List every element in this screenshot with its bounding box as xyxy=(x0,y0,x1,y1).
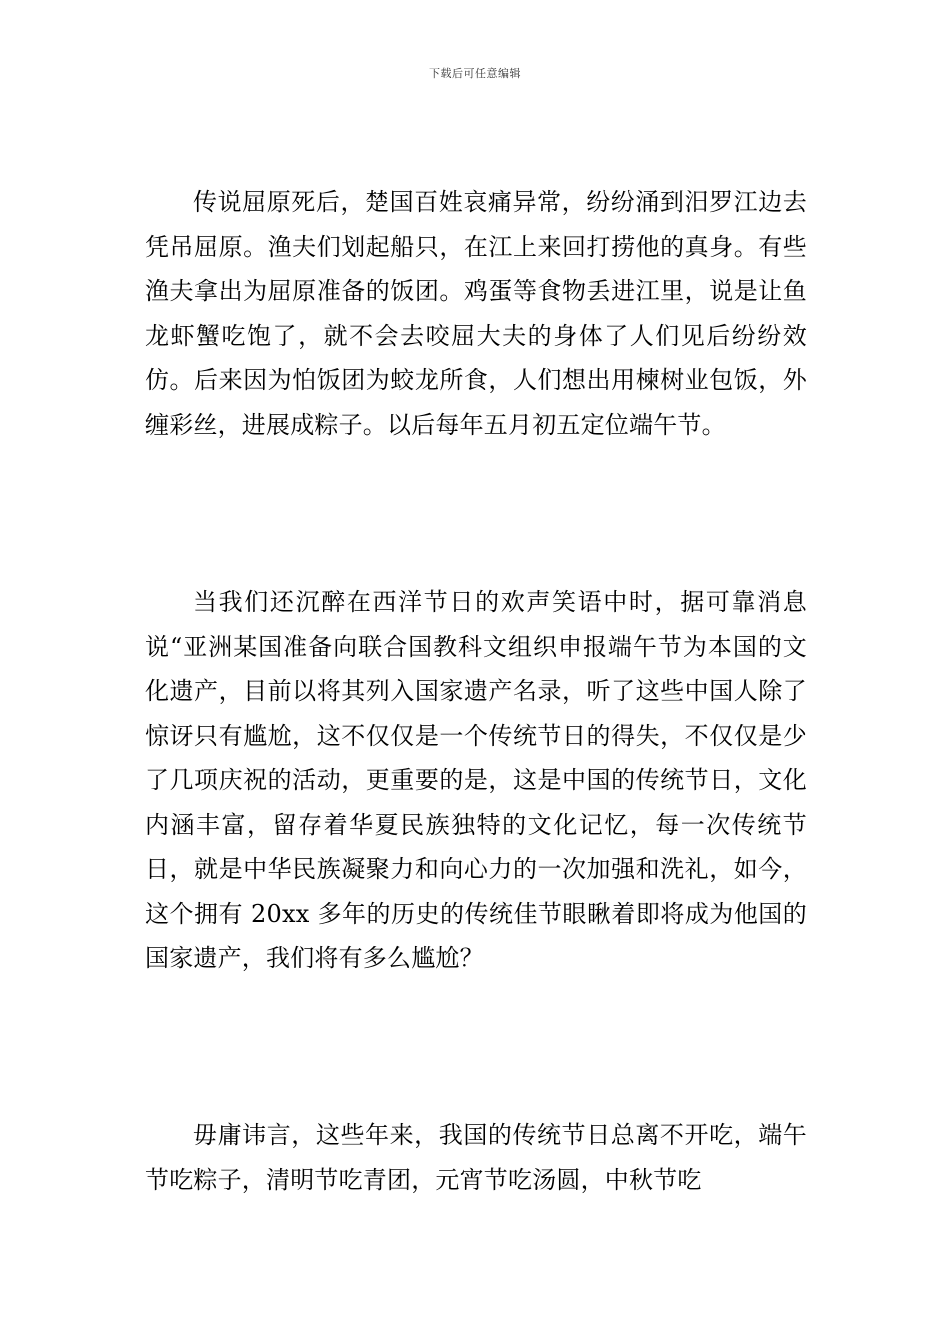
paragraph-text: 毋庸讳言，这些年来，我国的传统节日总离不开吃，端午节吃粽子，清明节吃青团，元宵节吃汤圆，中秋节吃 xyxy=(145,1121,807,1194)
page-header-note: 下载后可任意编辑 xyxy=(429,67,521,80)
paragraph-text: 当我们还沉醉在西洋节日的欢声笑语中时，据可靠消息说“亚洲某国准备向联合国教科文组织申报端午节为本国的文化遗产，目前以将其列入国家遗产名录，听了这些中国人除了惊讶只有尴尬，这不仅仅是一个传统节日的得失，不仅仅是少了几项庆祝的活动，更重要的是，这是中国的传统节日，文化内涵丰富，留存着华夏民族独特的文化记忆，每一次传统节日，就是中华民族凝聚力和向心力的一次加强和洗礼，如今，这个拥有 20xx 多年的历史的传统佳节眼瞅着即将成为他国的国家遗产，我们将有多么尴尬？ xyxy=(145,588,807,972)
paragraph-text: 传说屈原死后，楚国百姓哀痛异常，纷纷涌到汨罗江边去凭吊屈原。渔夫们划起船只，在江上来回打捞他的真身。有些渔夫拿出为屈原准备的饭团。鸡蛋等食物丢进江里，说是让鱼龙虾蟹吃饱了，就不会去咬屈大夫的身体了人们见后纷纷效仿。后来因为怕饭团为蛟龙所食，人们想出用楝树业包饭，外缠彩丝，进展成粽子。以后每年五月初五定位端午节。 xyxy=(145,188,807,439)
paragraph-qu-yuan-legend xyxy=(145,180,807,447)
paragraph-cultural-heritage xyxy=(145,580,807,981)
paragraph-festival-food xyxy=(145,1113,807,1202)
